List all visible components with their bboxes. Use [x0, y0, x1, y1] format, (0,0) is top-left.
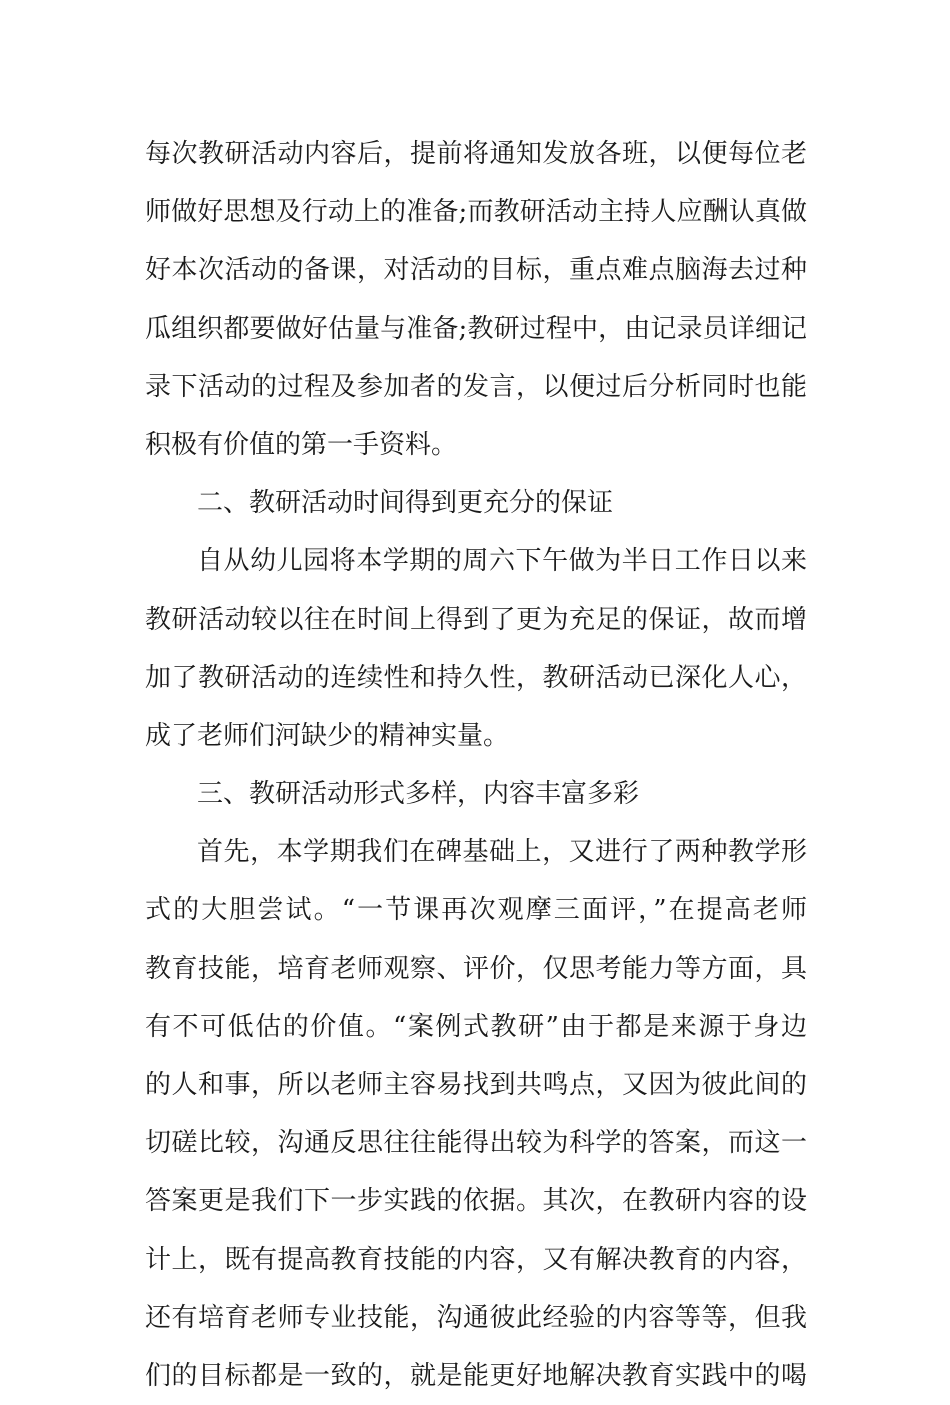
paragraph-line: 的人和事，所以老师主容易找到共鸣点，又因为彼此间的: [145, 1070, 807, 1100]
paragraph-line: 计上，既有提高教育技能的内容，又有解决教育的内容，: [145, 1244, 807, 1275]
paragraph-line: 好本次活动的备课，对活动的目标，重点难点脑海去过种: [145, 255, 807, 286]
paragraph-line: 瓜组织都要做好估量与准备;教研过程中，由记录员详细记: [145, 313, 807, 344]
paragraph-line: 教研活动较以往在时间上得到了更为充足的保证，故而增: [145, 604, 807, 635]
paragraph-line: 每次教研活动内容后，提前将通知发放各班，以便每位老: [145, 139, 807, 169]
paragraph-line: 们的目标都是一致的，就是能更好地解决教育实践中的喝: [145, 1360, 807, 1391]
section-heading: 二、教研活动时间得到更充分的保证: [197, 488, 614, 519]
paragraph-line: 师做好思想及行动上的准备;而教研活动主持人应酬认真做: [145, 197, 807, 228]
paragraph-line: 还有培育老师专业技能，沟通彼此经验的内容等等，但我: [145, 1302, 807, 1333]
paragraph-line: 答案更是我们下一步实践的依据。其次，在教研内容的设: [145, 1186, 807, 1217]
paragraph-line: 有不可低估的价值。“案例式教研”由于都是来源于身边: [145, 1011, 807, 1042]
paragraph-line: 成了老师们河缺少的精神实量。: [145, 720, 510, 751]
paragraph-line: 加了教研活动的连续性和持久性，教研活动已深化人心，: [145, 662, 807, 693]
paragraph-line: 切磋比较，沟通反思往往能得出较为科学的答案，而这一: [145, 1128, 807, 1159]
paragraph-line: 自从幼儿园将本学期的周六下午做为半日工作日以来: [197, 546, 807, 577]
section-heading: 三、教研活动形式多样，内容丰富多彩: [197, 779, 640, 810]
document-body: [145, 125, 807, 1405]
paragraph-line: 积极有价值的第一手资料。: [145, 429, 458, 460]
paragraph-line: 录下活动的过程及参加者的发言，以便过后分析同时也能: [145, 371, 807, 402]
paragraph-line: 式的大胆尝试。“一节课再次观摩三面评，”在提高老师: [145, 895, 807, 926]
paragraph-line: 教育技能，培育老师观察、评价，仅思考能力等方面，具: [145, 953, 807, 984]
paragraph-line: 首先，本学期我们在碑基础上，又进行了两种教学形: [197, 837, 807, 868]
